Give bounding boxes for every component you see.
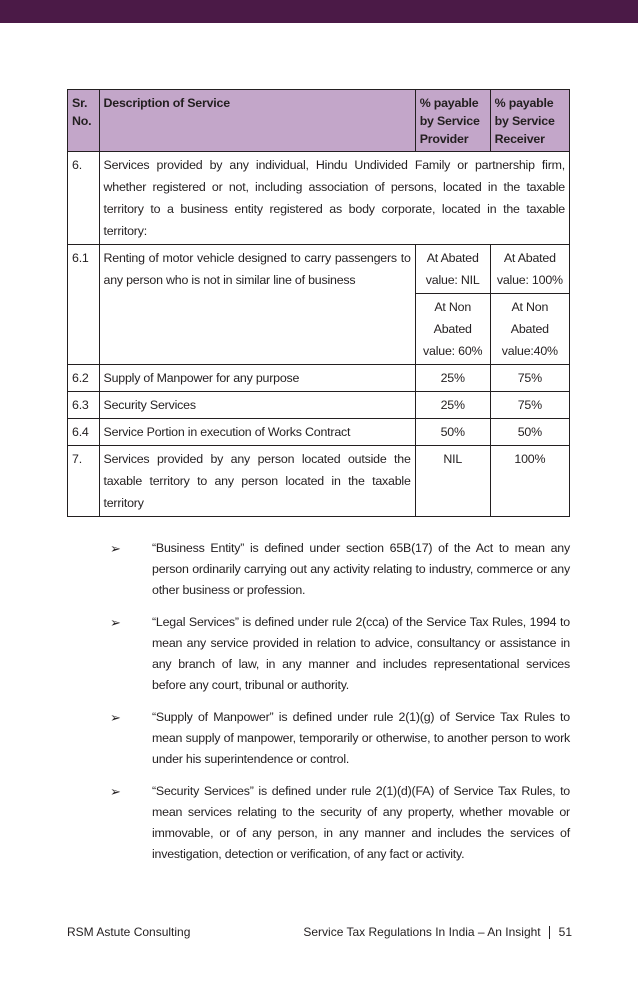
nonabated-provider-share: At Non Abated value: 60% [415,294,490,365]
list-item [108,781,570,865]
provider-share: 50% [415,419,490,446]
provider-share: 25% [415,392,490,419]
header-provider-share: % payable by Service Provider [415,90,490,152]
list-item [108,707,570,770]
definition-text: “Business Entity” is defined under section 65B(17) of the Act to mean any person ordinarily carrying out any activity relating to industry, commerce or any other business or profession. [152,541,570,597]
row-number: 6.2 [68,365,100,392]
row-number: 6.1 [68,245,100,365]
row-description: Renting of motor vehicle designed to carry passengers to any person who is not in similar line of business [99,245,415,365]
row-description: Services provided by any individual, Hindu Undivided Family or partnership firm, whether registered or not, including association of persons, located in the taxable territory to a business entity registered as body corporate, located in the taxable territory: [99,152,570,245]
header-description: Description of Service [99,90,415,152]
receiver-share: 100% [490,446,569,517]
arrow-bullet-icon: ➢ [110,541,121,556]
abated-provider-share: At Abated value: NIL [415,245,490,294]
table-row [68,365,570,392]
definitions-list [108,538,570,876]
footer-divider [549,926,550,939]
provider-share: 25% [415,365,490,392]
table-row [68,419,570,446]
list-item [108,538,570,601]
service-tax-table [67,89,570,517]
row-description: Services provided by any person located outside the taxable territory to any person located in the taxable territory [99,446,415,517]
header-sr-no: Sr. No. [68,90,100,152]
definition-text: “Legal Services” is defined under rule 2(cca) of the Service Tax Rules, 1994 to mean any service provided in relation to advice, consultancy or assistance in any branch of law, in any manner and includes representational services before any court, tribunal or authority. [152,615,570,692]
table-row [68,245,570,294]
table-row [68,446,570,517]
table-row [68,152,570,245]
list-item [108,612,570,696]
arrow-bullet-icon: ➢ [110,710,121,725]
definition-text: “Security Services” is defined under rule 2(1)(d)(FA) of Service Tax Rules, to mean services relating to the security of any property, whether movable or immovable, or of any person, in any manner and includes the services of investigation, detection or verification, of any fact or activity. [152,784,570,861]
receiver-share: 50% [490,419,569,446]
arrow-bullet-icon: ➢ [110,784,121,799]
footer-title: Service Tax Regulations In India – An Insight [303,925,541,939]
receiver-share: 75% [490,392,569,419]
top-banner [0,0,638,23]
definition-text: “Supply of Manpower” is defined under rule 2(1)(g) of Service Tax Rules to mean supply of manpower, temporarily or otherwise, to another person to work under his superintendence or control. [152,710,570,766]
row-description: Service Portion in execution of Works Contract [99,419,415,446]
nonabated-receiver-share: At Non Abated value:40% [490,294,569,365]
row-number: 7. [68,446,100,517]
row-number: 6.3 [68,392,100,419]
arrow-bullet-icon: ➢ [110,615,121,630]
abated-receiver-share: At Abated value: 100% [490,245,569,294]
table-header-row [68,90,570,152]
row-description: Supply of Manpower for any purpose [99,365,415,392]
footer-right [303,925,572,939]
header-receiver-share: % payable by Service Receiver [490,90,569,152]
row-description: Security Services [99,392,415,419]
receiver-share: 75% [490,365,569,392]
row-number: 6. [68,152,100,245]
row-number: 6.4 [68,419,100,446]
footer-company: RSM Astute Consulting [67,925,191,939]
table-row [68,392,570,419]
page-number: 51 [558,925,572,939]
provider-share: NIL [415,446,490,517]
